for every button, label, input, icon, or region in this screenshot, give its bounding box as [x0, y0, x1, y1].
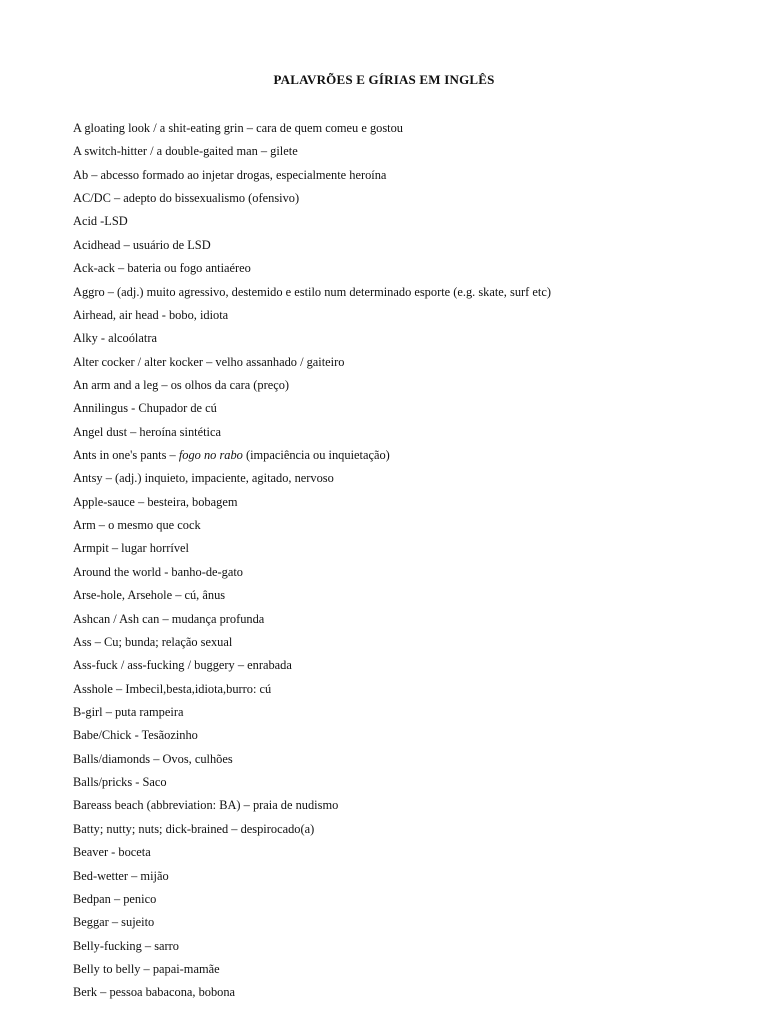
- entry-line: Beggar – sujeito: [73, 915, 155, 930]
- entry-line: AC/DC – adepto do bissexualismo (ofensivo): [73, 191, 300, 206]
- entry-line: Beaver - boceta: [73, 845, 151, 860]
- entry-line: B-girl – puta rampeira: [73, 704, 184, 719]
- entry-text: (impaciência ou inquietação): [242, 448, 390, 463]
- entry-line: Acidhead – usuário de LSD: [73, 237, 211, 252]
- entry-line: Arse-hole, Arsehole – cú, ânus: [73, 588, 226, 603]
- entry-line: A gloating look / a shit-eating grin – cara de quem comeu e gostou: [73, 121, 403, 135]
- entry-line: Balls/pricks - Saco: [73, 775, 167, 790]
- entry-line: Apple-sauce – besteira, bobagem: [73, 494, 238, 509]
- entry-line: Airhead, air head - bobo, idiota: [73, 307, 229, 322]
- entry-line: Aggro – (adj.) muito agressivo, destemido e estilo num determinado esporte (e.g. skate, surf etc): [73, 284, 551, 299]
- entry-line: Batty; nutty; nuts; dick-brained – despirocado(a): [73, 821, 315, 836]
- entry-line: Belly-fucking – sarro: [73, 938, 179, 953]
- entry-italic-text: fogo no rabo: [178, 448, 243, 463]
- entry-line: Ack-ack – bateria ou fogo antiaéreo: [73, 261, 251, 276]
- entry-line: Bedpan – penico: [73, 891, 157, 906]
- entry-line: Asshole – Imbecil,besta,idiota,burro: cú: [73, 681, 272, 696]
- entry-line: A switch-hitter / a double-gaited man – gilete: [73, 144, 298, 159]
- entry-line: Alter cocker / alter kocker – velho assanhado / gaiteiro: [73, 354, 345, 369]
- entry-line: Alky - alcoólatra: [73, 331, 157, 346]
- entry-line: Ashcan / Ash can – mudança profunda: [73, 611, 265, 626]
- entry-line: Ass-fuck / ass-fucking / buggery – enrabada: [73, 658, 292, 673]
- entry-line: Ab – abcesso formado ao injetar drogas, especialmente heroína: [73, 167, 387, 182]
- entry-line: Around the world - banho-de-gato: [73, 564, 243, 579]
- entry-line: Acid -LSD: [73, 214, 128, 229]
- page-title: PALAVRÕES E GÍRIAS EM INGLÊS: [273, 72, 495, 87]
- entry-line: Ass – Cu; bunda; relação sexual: [73, 634, 233, 649]
- entry-line: Babe/Chick - Tesãozinho: [73, 728, 198, 743]
- entry-line: Annilingus - Chupador de cú: [73, 401, 217, 416]
- entry-line: Arm – o mesmo que cock: [73, 518, 201, 533]
- entry-line: Bareass beach (abbreviation: BA) – praia de nudismo: [73, 798, 339, 813]
- entry-line: An arm and a leg – os olhos da cara (preço): [73, 377, 290, 392]
- entry-line: Antsy – (adj.) inquieto, impaciente, agitado, nervoso: [73, 471, 334, 486]
- entry-list: [73, 119, 753, 1007]
- entry-line: Armpit – lugar horrível: [73, 541, 189, 556]
- entry-line: Angel dust – heroína sintética: [73, 424, 221, 439]
- entry-text: Ants in one's pants –: [73, 448, 179, 463]
- entry-line: Bed-wetter – mijão: [73, 868, 169, 883]
- entry-line: [73, 446, 753, 469]
- entry-line: Berk – pessoa babacona, bobona: [73, 985, 236, 1000]
- entry-line: Belly to belly – papai-mamãe: [73, 961, 220, 976]
- entry-line: Balls/diamonds – Ovos, culhões: [73, 751, 233, 766]
